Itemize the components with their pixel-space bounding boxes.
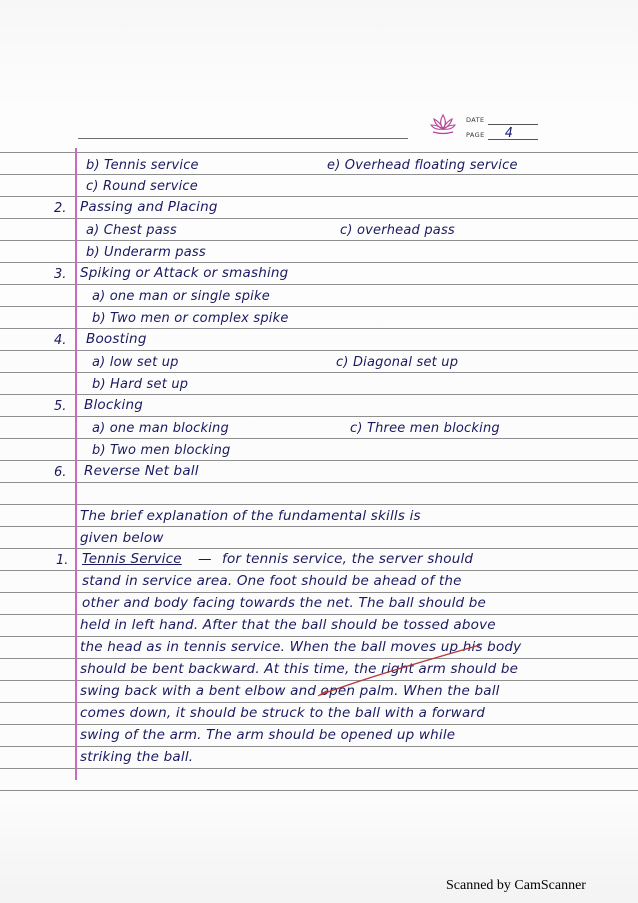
ruled-line [0, 350, 638, 351]
ruled-line [0, 746, 638, 747]
margin-line [75, 148, 77, 780]
header-rule [78, 138, 408, 139]
ruled-line [0, 416, 638, 417]
list-heading: Reverse Net ball [84, 463, 199, 479]
intro-text: given below [80, 530, 164, 546]
ruled-line [0, 152, 638, 153]
ruled-line [0, 328, 638, 329]
ruled-line [0, 174, 638, 175]
list-item: b) Two men or complex spike [92, 311, 289, 326]
list-heading: Blocking [84, 397, 143, 413]
ruled-line [0, 504, 638, 505]
list-number: 3. [54, 267, 67, 282]
list-item: b) Hard set up [92, 377, 189, 392]
list-number: 6. [54, 465, 67, 480]
body-line: comes down, it should be struck to the ball with a forward [80, 705, 485, 721]
body-line: swing of the arm. The arm should be opened up while [80, 727, 456, 743]
ruled-line [0, 724, 638, 725]
list-item: b) Tennis service [86, 158, 199, 173]
ruled-line [0, 592, 638, 593]
body-line: swing back with a bent elbow and open palm. When the ball [80, 683, 500, 699]
item-number: 1. [56, 553, 69, 568]
lotus-icon [430, 113, 456, 135]
body-line: should be bent backward. At this time, the right arm should be [80, 661, 519, 677]
date-label: DATE [466, 116, 485, 124]
ruled-line [0, 306, 638, 307]
ruled-line [0, 460, 638, 461]
ruled-line [0, 548, 638, 549]
ruled-line [0, 372, 638, 373]
ruled-line [0, 790, 638, 791]
list-item: a) low set up [92, 355, 179, 370]
red-correction-mark [300, 640, 500, 700]
list-item: c) overhead pass [340, 223, 455, 238]
intro-text: The brief explanation of the fundamental skills is [80, 508, 421, 524]
ruled-line [0, 438, 638, 439]
list-item: c) Round service [86, 179, 198, 194]
list-item: a) one man blocking [92, 421, 229, 436]
ruled-line [0, 218, 638, 219]
ruled-line [0, 284, 638, 285]
camscanner-watermark: Scanned by CamScanner [446, 878, 586, 893]
list-number: 5. [54, 399, 67, 414]
body-line: for tennis service, the server should [222, 551, 474, 567]
list-heading: Boosting [86, 331, 147, 347]
body-line: stand in service area. One foot should be ahead of the [82, 573, 462, 589]
ruled-line [0, 240, 638, 241]
ruled-line [0, 262, 638, 263]
ruled-line [0, 482, 638, 483]
list-item: b) Two men blocking [92, 443, 231, 458]
list-item: c) Three men blocking [350, 421, 500, 436]
date-line [488, 124, 538, 125]
ruled-line [0, 614, 638, 615]
list-item: a) Chest pass [86, 223, 177, 238]
list-item: a) one man or single spike [92, 289, 270, 304]
ruled-line [0, 768, 638, 769]
list-number: 2. [54, 201, 67, 216]
ruled-line [0, 702, 638, 703]
page-number: 4 [505, 126, 513, 141]
ruled-line [0, 636, 638, 637]
list-item: c) Diagonal set up [336, 355, 459, 370]
body-line: held in left hand. After that the ball should be tossed above [80, 617, 496, 633]
ruled-line [0, 570, 638, 571]
body-line: the head as in tennis service. When the ball moves up his body [80, 639, 522, 655]
ruled-line [0, 196, 638, 197]
list-number: 4. [54, 333, 67, 348]
item-title: Tennis Service [82, 551, 182, 567]
body-line: other and body facing towards the net. The ball should be [82, 595, 487, 611]
ruled-line [0, 526, 638, 527]
page-label: PAGE [466, 131, 485, 139]
list-heading: Passing and Placing [80, 199, 218, 215]
page-line [488, 139, 538, 140]
body-line: striking the ball. [80, 749, 194, 765]
ruled-line [0, 394, 638, 395]
list-item: b) Underarm pass [86, 245, 206, 260]
title-dash: — [198, 551, 212, 567]
list-heading: Spiking or Attack or smashing [80, 265, 289, 281]
list-item: e) Overhead floating service [327, 158, 518, 173]
